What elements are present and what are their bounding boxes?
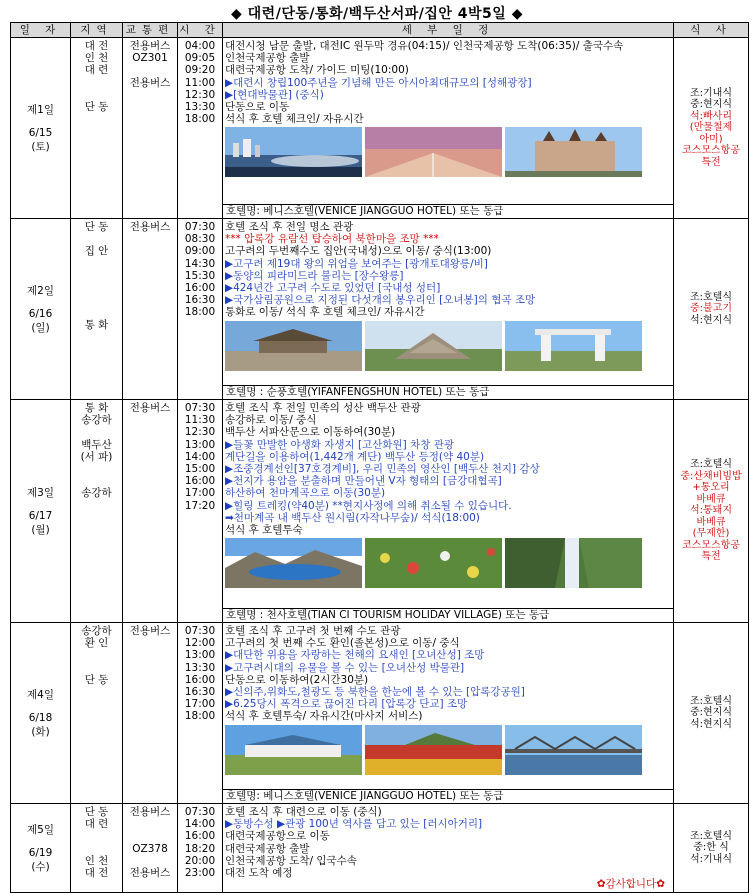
time-label: 07:30 <box>184 806 216 818</box>
time-cell <box>178 804 223 893</box>
sight-photo <box>505 321 642 371</box>
meal-label: 석:현지식 <box>689 718 732 730</box>
time-label: 14:30 <box>184 257 216 270</box>
meal-label: 중:산채비빔밥 <box>680 470 742 482</box>
itinerary-line: 호텔 조식 후 전일 명소 관광 <box>225 221 354 233</box>
time-cell <box>178 400 223 623</box>
transport-label <box>123 818 177 830</box>
day-label: 제2일 <box>27 285 54 297</box>
transport-label <box>123 830 177 842</box>
day-label: 제4일 <box>27 689 54 701</box>
transport-label <box>123 113 177 125</box>
sight-photo <box>365 725 502 775</box>
itinerary-line: ▶동양의 피라미드라 불리는 [장수왕릉] <box>225 269 404 282</box>
region-cell <box>71 804 123 893</box>
day-cell <box>11 219 71 400</box>
transport-label: 전용버스 <box>129 221 171 233</box>
sight-photo <box>225 538 362 588</box>
itinerary-line: ▶힐링 트레킹(약40분) **현지사정에 의해 취소될 수 있습니다. <box>225 499 512 512</box>
time-cell <box>178 623 223 804</box>
transport-label <box>123 855 177 867</box>
header-region: 지역 <box>71 23 123 38</box>
region-label: 단 동 <box>84 221 109 233</box>
region-label: 환 인 <box>84 637 109 650</box>
header-row <box>11 23 749 38</box>
day-date: 6/19 <box>28 847 53 859</box>
time-label: 23:00 <box>184 867 216 880</box>
time-label: 13:30 <box>184 101 216 114</box>
itinerary-cell <box>223 804 674 893</box>
itinerary-line: 인천국제공항 도착/ 입국수속 <box>225 854 357 867</box>
time-label: 12:00 <box>184 637 216 650</box>
time-label: 18:00 <box>184 113 216 126</box>
sight-photo <box>225 321 362 371</box>
itinerary-line: 대련국제공항 출발 <box>225 842 310 855</box>
time-label: 12:30 <box>184 88 216 101</box>
header-meals: 식 사 <box>674 23 749 38</box>
day-label: 제1일 <box>27 104 54 116</box>
region-label <box>71 125 122 137</box>
region-label: 대 련 <box>84 64 109 77</box>
region-label: 인 천 <box>84 854 109 867</box>
meal-label: 석:현지식 <box>689 314 732 326</box>
meal-label: +통오리 <box>692 482 730 494</box>
time-label: 04:00 <box>184 40 216 52</box>
meal-label: 특전 <box>701 156 721 168</box>
transport-label: OZ301 <box>132 52 168 65</box>
transport-label <box>123 89 177 101</box>
transport-cell <box>123 219 178 400</box>
time-label: 07:30 <box>184 625 216 637</box>
itinerary-line: 석식 후 호텔투숙 <box>225 524 303 537</box>
itinerary-line: ▶고구려시대의 유물을 볼 수 있는 [오녀산성 박물관] <box>225 661 465 674</box>
photo-strip <box>225 321 671 371</box>
itinerary-line: 단동으로 이동하여(2시간30분) <box>225 673 369 686</box>
time-label: 18:00 <box>184 306 216 319</box>
time-label: 14:00 <box>184 450 216 463</box>
itinerary-line: ▶대련시 창립100주년을 기념해 만든 아시아최대규모의 [성해광장] <box>225 76 532 89</box>
transport-cell <box>123 38 178 219</box>
itinerary-line: ▶고구려 제19대 왕의 위엄을 보여주는 [광개토대왕릉/비] <box>225 257 488 270</box>
day-rows <box>11 38 749 893</box>
hotel-line: 호텔명: 베니스호텔(VENICE JIANGGUO HOTEL) 또는 동급 <box>223 789 673 803</box>
time-label: 11:00 <box>184 76 216 89</box>
itinerary-cell <box>223 38 674 219</box>
meal-label: 조:기내식 <box>689 87 732 99</box>
region-label: 통 화 <box>84 402 109 414</box>
day-weekday: (수) <box>31 861 50 873</box>
page-title: ◆ 대련/단동/통화/백두산서파/집안 4박5일 ◆ <box>231 6 523 22</box>
photo-strip <box>225 725 671 775</box>
transport-label: 전용버스 <box>129 40 171 52</box>
header-time: 시 간 <box>179 24 221 36</box>
region-label: 인 천 <box>84 52 109 65</box>
itinerary-cell <box>223 400 674 623</box>
meal-label: 특전 <box>701 551 721 563</box>
region-label: 송강하 <box>81 487 112 500</box>
itinerary-line: 대련국제공항 도착/ 가이드 미팅(10:00) <box>225 64 409 77</box>
region-label: 집 안 <box>84 245 109 258</box>
itinerary-line: ▶대단한 위용을 자랑하는 천해의 요새인 [오녀산성] 조망 <box>225 649 485 662</box>
region-label <box>71 662 122 674</box>
day-label: 제5일 <box>27 824 54 836</box>
meal-label: 중:한 식 <box>693 842 729 854</box>
itinerary-line: 고구려의 첫 번째 수도 환인(졸본성)으로 이동/ 중식 <box>225 637 460 650</box>
time-label: 13:30 <box>184 661 216 674</box>
sight-photo <box>365 538 502 588</box>
region-label <box>71 649 122 661</box>
itinerary-line: 송강하로 이동/ 중식 <box>225 414 317 427</box>
itinerary-line: ▶천지가 용암을 분출하며 만들어낸 V자 형태의 [금강대협곡] <box>225 475 502 488</box>
region-label <box>71 843 122 855</box>
region-label <box>71 77 122 89</box>
time-label: 17:00 <box>184 487 216 500</box>
region-label: 단 동 <box>84 806 109 818</box>
meals-cell <box>674 38 749 219</box>
day-row <box>11 38 749 219</box>
itinerary-line: ▶6.25당시 폭격으로 끊어진 다리 [압록강 단교] 조망 <box>225 698 468 711</box>
hotel-line: 호텔명 : 순풍호텔(YIFANFENGSHUN HOTEL) 또는 동급 <box>223 385 673 399</box>
meal-label: (만물철제 <box>689 122 733 134</box>
time-cell <box>178 219 223 400</box>
itinerary-line: ▶들꽃 만발한 야생화 자생지 [고산화원] 차창 관광 <box>225 438 455 451</box>
itinerary-line: ▶국가삼림공원으로 지정된 다섯개의 봉우리인 [오녀봉]의 협곡 조망 <box>225 294 536 307</box>
day-date: 6/16 <box>28 308 53 320</box>
time-label: 07:30 <box>184 402 216 414</box>
region-label <box>71 463 122 475</box>
meal-label: 중:현지식 <box>689 707 732 719</box>
itinerary-line: 계단길을 이용하여(1,442개 계단) 백두산 등정(약 40분) <box>225 450 485 463</box>
itinerary-table <box>10 22 749 893</box>
region-label <box>71 233 122 245</box>
itinerary-line: 호텔 조식 후 고구려 첫 번째 수도 관광 <box>225 625 401 637</box>
region-label <box>71 294 122 306</box>
region-label: (서 파) <box>80 450 113 463</box>
sight-photo <box>505 127 642 177</box>
meal-label: 바베큐 <box>696 516 726 528</box>
day-weekday: (토) <box>31 141 50 153</box>
day-cell <box>11 623 71 804</box>
time-label: 11:30 <box>184 414 216 427</box>
itinerary-line: 통화로 이동/ 석식 후 호텔 체크인/ 자유시간 <box>225 306 425 319</box>
thanks-note: ✿감사합니다✿ <box>596 877 665 890</box>
sight-photo <box>505 538 642 588</box>
region-cell <box>71 400 123 623</box>
transport-label: 전용버스 <box>129 806 171 818</box>
day-cell <box>11 804 71 893</box>
meal-label: (무제한) <box>692 528 730 540</box>
region-label: 대 련 <box>84 818 109 831</box>
day-row <box>11 804 749 893</box>
time-cell <box>178 38 223 219</box>
region-cell <box>71 38 123 219</box>
header-details: 세 부 일 정 <box>223 23 674 38</box>
region-label <box>71 258 122 270</box>
itinerary-line: 인천국제공항 출발 <box>225 52 310 65</box>
meal-label: 조:호텔식 <box>689 830 732 842</box>
itinerary-line: ▶조중경계선인[37호경계비], 우리 민족의 영산인 [백두산 천지] 감상 <box>225 463 540 476</box>
region-label <box>71 306 122 318</box>
day-weekday: (화) <box>31 726 50 738</box>
time-label: 09:20 <box>184 64 216 77</box>
region-label <box>71 475 122 487</box>
itinerary-line: ➡천마계곡 내 백두산 원시림(자작나무숲)/ 석식(18:00) <box>225 511 480 524</box>
time-label: 08:30 <box>184 233 216 246</box>
sight-photo <box>365 321 502 371</box>
sight-photo <box>225 127 362 177</box>
itinerary-line: *** 압록강 유람선 탑승하여 북한마을 조망 *** <box>225 233 439 246</box>
day-date: 6/18 <box>28 712 53 724</box>
time-label: 13:00 <box>184 438 216 451</box>
meal-label: 중:불고기 <box>689 303 732 315</box>
itinerary-line: 고구려의 두번째수도 집안(국내성)으로 이동/ 중식(13:00) <box>225 245 492 258</box>
itinerary-line: 하산하여 천마계곡으로 이동(30분) <box>225 487 386 500</box>
time-label <box>178 125 222 137</box>
meal-label: 코스모스항공 <box>682 539 740 551</box>
meals-cell <box>674 623 749 804</box>
itinerary-line: 호텔 조식 후 대련으로 이동 (중식) <box>225 806 382 818</box>
time-label: 09:00 <box>184 245 216 258</box>
meal-label: 조:호텔식 <box>689 695 732 707</box>
meal-label: 중:현지식 <box>689 99 732 111</box>
time-label: 13:00 <box>184 649 216 662</box>
meal-label: 석:기내식 <box>689 853 732 865</box>
photo-strip <box>225 538 671 588</box>
time-label: 15:30 <box>184 269 216 282</box>
time-label: 17:00 <box>184 698 216 711</box>
transport-label <box>123 64 177 76</box>
sight-photo <box>225 725 362 775</box>
itinerary-line: ▶[현대박물관] (중식) <box>225 88 324 101</box>
time-label: 14:00 <box>184 818 216 831</box>
header-transport: 교통편 <box>123 23 178 38</box>
region-label <box>71 426 122 438</box>
header-date: 일 자 <box>11 23 71 38</box>
meal-label: 조:호텔식 <box>689 291 732 303</box>
region-label: 통 화 <box>84 318 109 331</box>
region-label: 단 동 <box>84 673 109 686</box>
region-label <box>71 282 122 294</box>
itinerary-line: 석식 후 호텔투숙/ 자유시간(마사지 서비스) <box>225 710 423 723</box>
region-label <box>71 89 122 101</box>
region-label <box>71 270 122 282</box>
time-label: 20:00 <box>184 854 216 867</box>
itinerary-line: 단동으로 이동 <box>225 101 290 114</box>
time-label: 16:30 <box>184 686 216 699</box>
region-label <box>71 113 122 125</box>
hotel-line: 호텔명 : 천사호텔(TIAN CI TOURISM HOLIDAY VILLAGE) 또는 동급 <box>223 608 673 622</box>
meals-cell <box>674 804 749 893</box>
itinerary-line: ▶동방수성 ▶관광 100년 역사를 담고 있는 [러시아거리] <box>225 818 483 831</box>
time-label: 16:00 <box>184 830 216 843</box>
region-label: 송강하 <box>81 414 112 427</box>
itinerary-line: 호텔 조식 후 전일 민족의 성산 백두산 관광 <box>225 402 421 414</box>
region-label: 백두산 <box>81 438 112 451</box>
time-label: 18:20 <box>184 842 216 855</box>
itinerary-cell <box>223 623 674 804</box>
meal-label: 아미) <box>699 133 723 145</box>
transport-label: 전용버스 <box>129 866 171 879</box>
itinerary-line: 대전 도착 예정 <box>225 867 293 880</box>
day-cell <box>11 38 71 219</box>
hotel-line: 호텔명: 베니스호텔(VENICE JIANGGUO HOTEL) 또는 동급 <box>223 204 673 218</box>
region-label: 대 전 <box>84 40 109 52</box>
time-label: 16:00 <box>184 282 216 295</box>
meal-label: 조:호텔식 <box>689 459 732 471</box>
itinerary-line: 대련국제공항으로 이동 <box>225 830 330 843</box>
transport-label: 전용버스 <box>129 76 171 89</box>
time-label: 12:30 <box>184 426 216 439</box>
meal-label: 석:통돼지 <box>689 505 732 517</box>
itinerary-line: 백두산 서파산문으로 이동하여(30분) <box>225 426 396 439</box>
transport-label: OZ378 <box>132 842 168 855</box>
itinerary-line: ▶신의주,위화도,철광도 등 북한을 한눈에 볼 수 있는 [압록강공원] <box>225 686 525 699</box>
transport-label <box>123 125 177 137</box>
region-cell <box>71 219 123 400</box>
transport-cell <box>123 400 178 623</box>
time-label: 09:05 <box>184 52 216 65</box>
transport-label: 전용버스 <box>129 625 171 637</box>
time-label: 15:00 <box>184 463 216 476</box>
day-weekday: (월) <box>31 524 50 536</box>
day-date: 6/17 <box>28 510 53 522</box>
day-cell <box>11 400 71 623</box>
region-cell <box>71 623 123 804</box>
meal-label: 코스모스항공 <box>682 145 740 157</box>
time-label: 17:20 <box>184 499 216 512</box>
itinerary-line: ▶424년간 고구려 수도로 있었던 [국내성 성터] <box>225 282 441 295</box>
transport-label: 전용버스 <box>129 402 171 414</box>
itinerary-line: 대전시청 남문 출발, 대전IC 원두막 경유(04:15)/ 인천국제공항 도착(06:35)/ 출국수속 <box>225 40 624 52</box>
day-row <box>11 219 749 400</box>
sight-photo <box>505 725 642 775</box>
time-label: 16:00 <box>184 475 216 488</box>
region-label <box>71 830 122 842</box>
day-row <box>11 400 749 623</box>
region-label: 대 전 <box>84 866 109 879</box>
meals-cell <box>674 219 749 400</box>
time-label: 07:30 <box>184 221 216 233</box>
day-date: 6/15 <box>28 127 53 139</box>
time-label: 16:30 <box>184 294 216 307</box>
itinerary-line: 석식 후 호텔 체크인/ 자유시간 <box>225 113 364 126</box>
day-label: 제3일 <box>27 487 54 499</box>
transport-cell <box>123 804 178 893</box>
photo-strip <box>225 127 671 177</box>
meal-label: 석:빠사리 <box>689 110 732 122</box>
sight-photo <box>365 127 502 177</box>
time-label: 18:00 <box>184 710 216 723</box>
meals-cell <box>674 400 749 623</box>
transport-cell <box>123 623 178 804</box>
region-label: 송강하 <box>81 625 112 637</box>
time-label: 16:00 <box>184 673 216 686</box>
day-weekday: (일) <box>31 322 50 334</box>
itinerary-cell <box>223 219 674 400</box>
day-row <box>11 623 749 804</box>
meal-label: 바베큐 <box>696 493 726 505</box>
region-label: 단 동 <box>84 100 109 113</box>
transport-label <box>123 101 177 113</box>
